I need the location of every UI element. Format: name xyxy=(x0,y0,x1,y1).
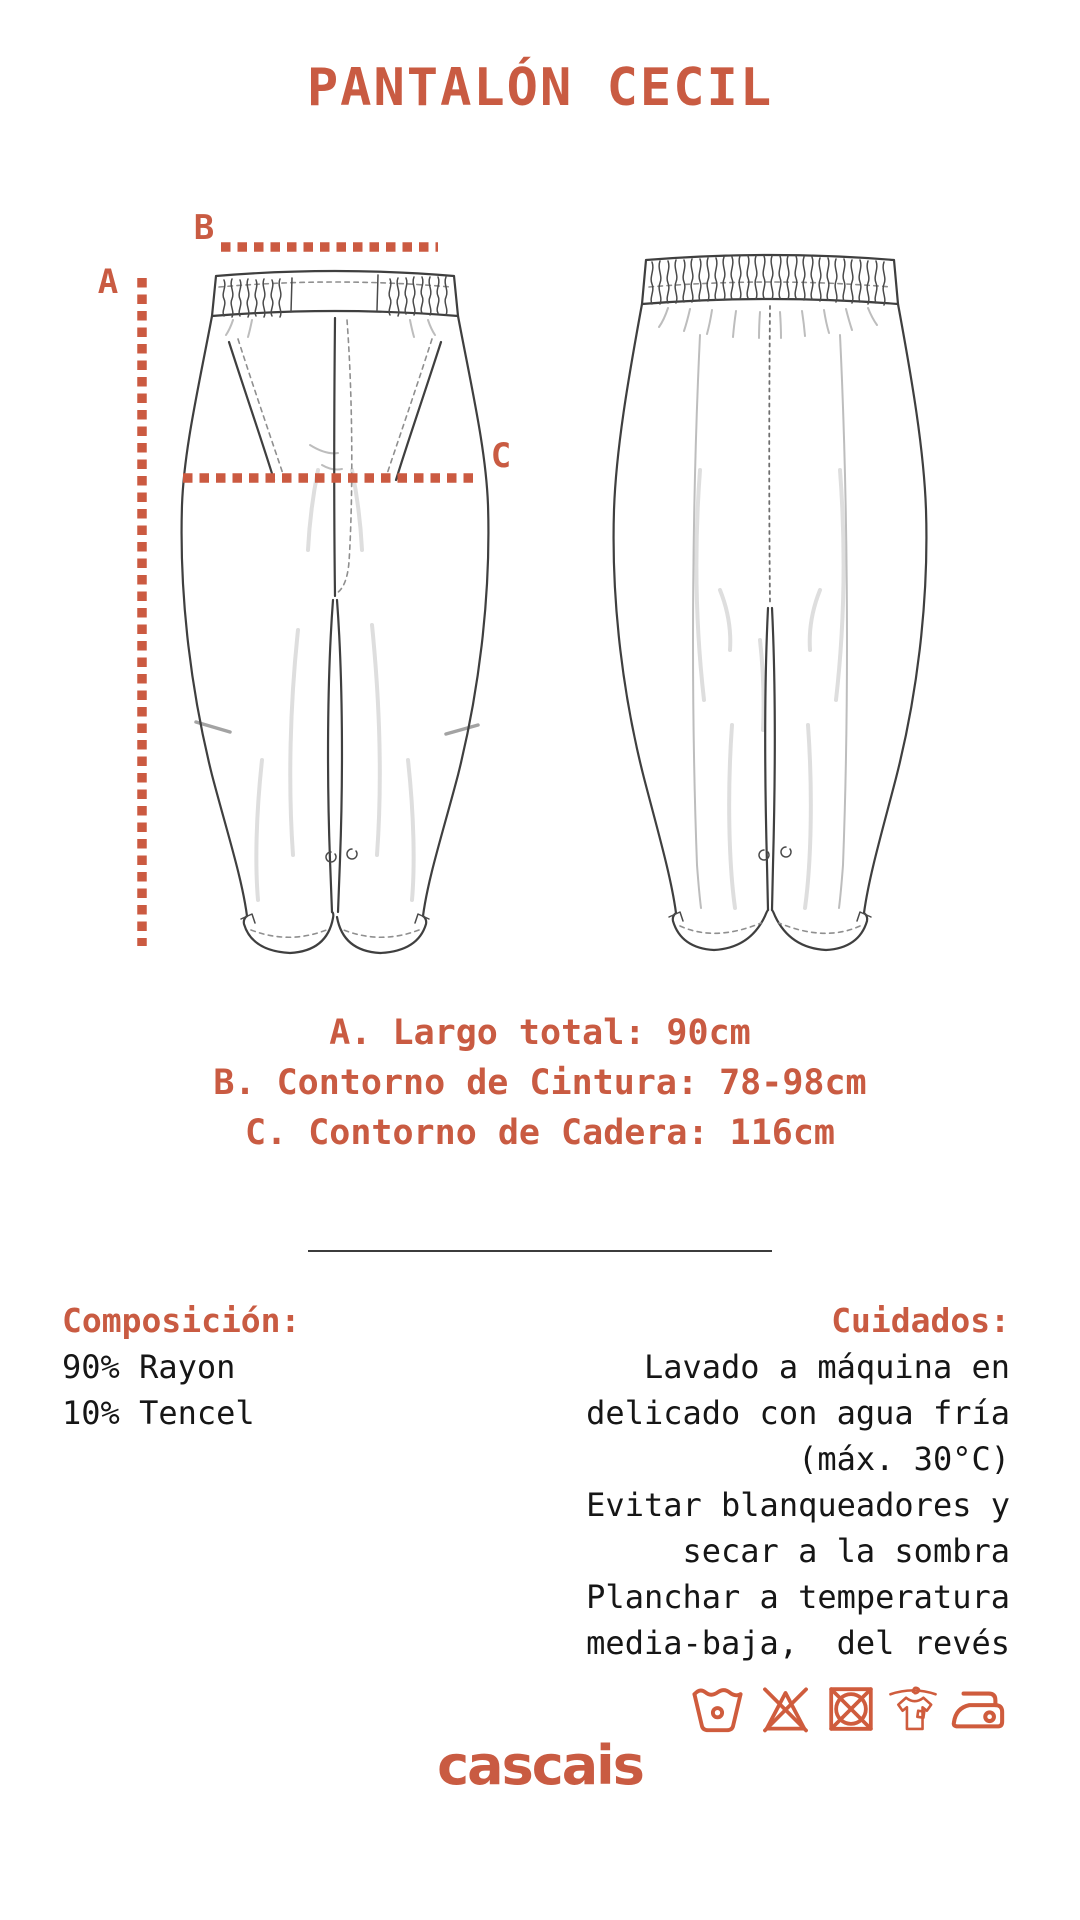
care-instruction-line: Lavado a máquina en xyxy=(643,1348,1010,1386)
measurement-waist: B. Contorno de Cintura: 78-98cm xyxy=(213,1063,867,1103)
info-columns xyxy=(62,1298,1010,1736)
measure-label-b: B xyxy=(193,208,215,248)
pants-front-view xyxy=(182,271,489,953)
care-instruction-line: (máx. 30°C) xyxy=(798,1440,1010,1478)
composition-heading: Composición: xyxy=(62,1301,301,1340)
measurement-length: A. Largo total: 90cm xyxy=(329,1013,751,1053)
care-icons-row xyxy=(430,1682,1010,1736)
do-not-bleach-icon xyxy=(756,1682,815,1736)
composition-item: 10% Tencel xyxy=(62,1394,255,1432)
composition-section xyxy=(62,1298,402,1736)
measurement-overlay xyxy=(98,208,511,946)
care-heading: Cuidados: xyxy=(831,1301,1010,1340)
measure-label-c: C xyxy=(490,436,512,476)
care-instruction-line: Planchar a temperatura xyxy=(586,1578,1010,1616)
care-instruction-line: delicado con agua fría xyxy=(586,1394,1010,1432)
pants-back-view xyxy=(614,255,927,950)
care-instruction-line: secar a la sombra xyxy=(682,1532,1010,1570)
dry-in-shade-icon xyxy=(887,1682,939,1736)
pants-diagram xyxy=(0,160,1080,960)
care-section xyxy=(430,1298,1010,1736)
pants-technical-drawing xyxy=(0,160,1080,960)
care-instruction-line: media-baja, del revés xyxy=(586,1624,1010,1662)
measurements-list xyxy=(0,1008,1080,1158)
composition-item: 90% Rayon xyxy=(62,1348,236,1386)
brand-logo: cascais xyxy=(437,1734,643,1797)
machine-wash-icon xyxy=(688,1682,747,1736)
care-instruction-line: Evitar blanqueadores y xyxy=(586,1486,1010,1524)
do-not-tumble-dry-icon xyxy=(824,1682,878,1736)
iron-icon xyxy=(948,1682,1010,1736)
measurement-hip: C. Contorno de Cadera: 116cm xyxy=(244,1113,835,1153)
page-title: PANTALÓN CECIL xyxy=(306,58,774,118)
divider xyxy=(308,1250,772,1252)
measure-label-a: A xyxy=(97,262,119,302)
